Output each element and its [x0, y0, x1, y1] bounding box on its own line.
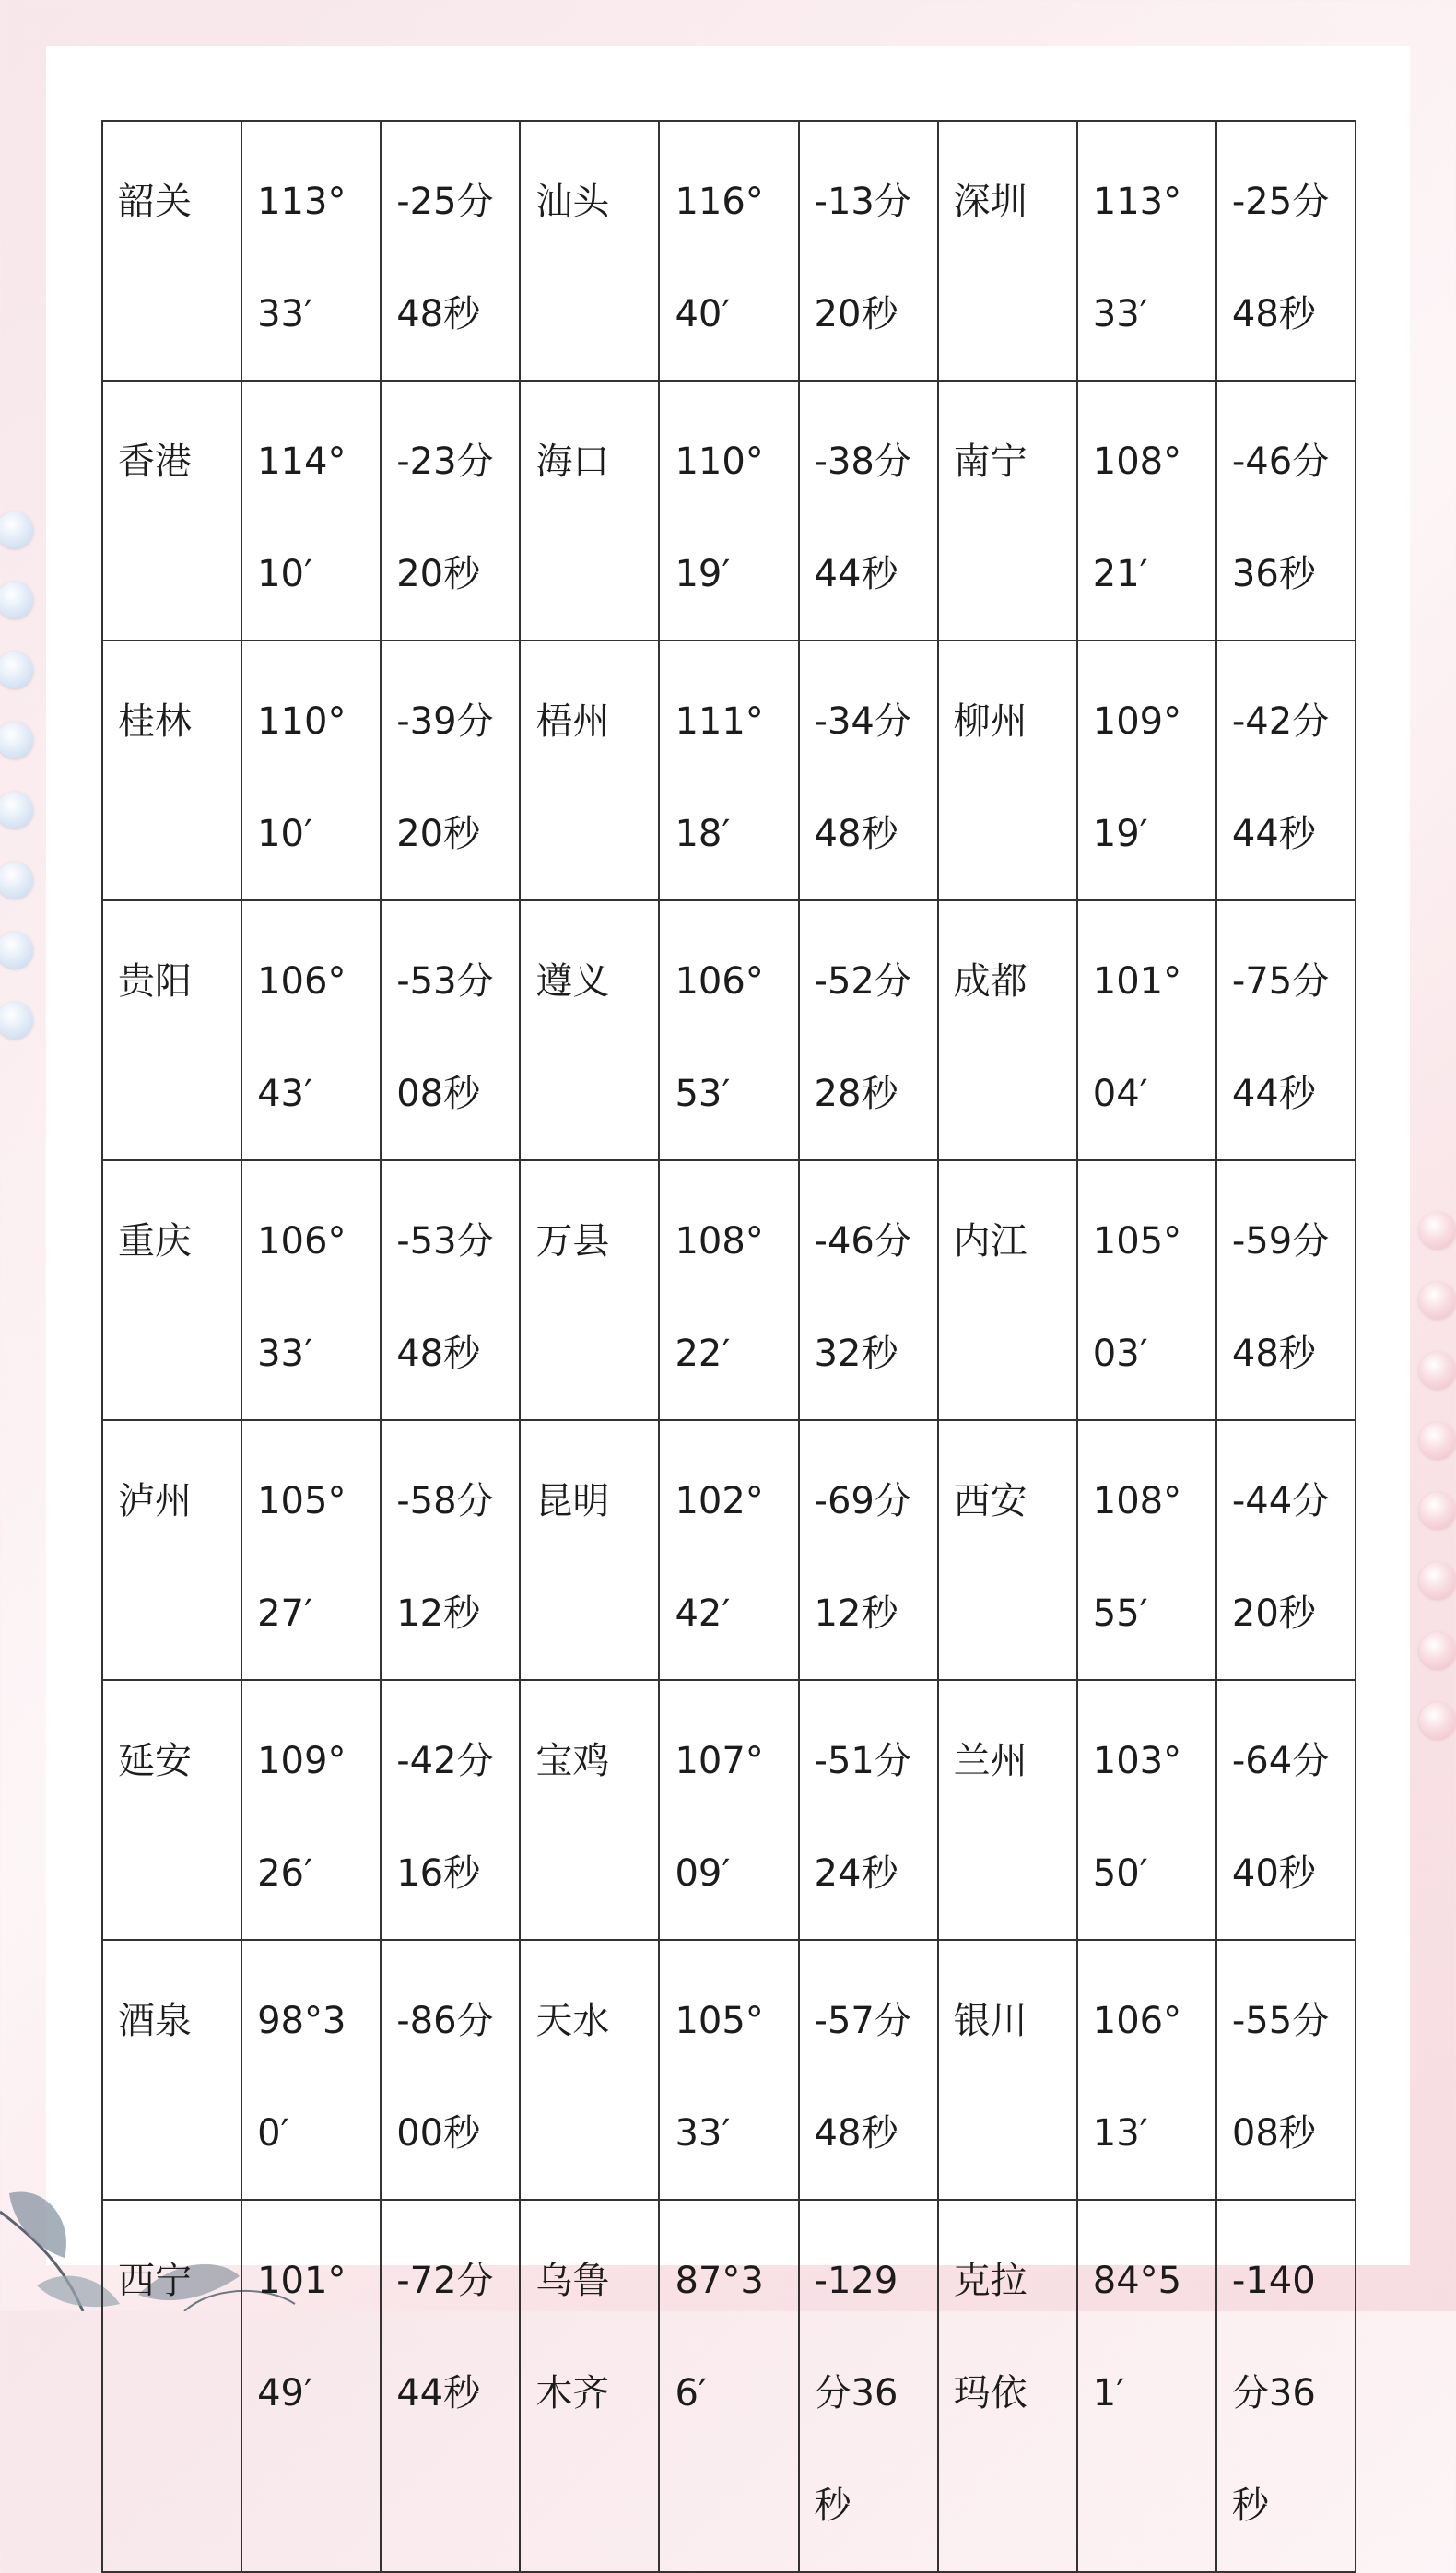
cell-longitude: 101°49′ [241, 2200, 381, 2572]
pearl-dot [1419, 1632, 1456, 1669]
cell-time-diff: -44分20秒 [1216, 1420, 1356, 1680]
cell-time-diff: -59分48秒 [1216, 1160, 1356, 1420]
cell-time-diff: -53分08秒 [381, 900, 520, 1160]
cell-city: 香港 [102, 381, 241, 640]
cell-city: 宝鸡 [520, 1680, 659, 1940]
cell-longitude: 110°19′ [659, 381, 798, 640]
cell-longitude: 109°19′ [1077, 640, 1216, 900]
cell-longitude: 107°09′ [659, 1680, 798, 1940]
cell-time-diff: -52分28秒 [799, 900, 938, 1160]
cell-time-diff: -42分44秒 [1216, 640, 1356, 900]
cell-longitude: 101°04′ [1077, 900, 1216, 1160]
table-row [102, 2200, 1356, 2572]
cell-longitude: 111°18′ [659, 640, 798, 900]
cell-city: 酒泉 [102, 1940, 241, 2200]
cell-longitude: 106°33′ [241, 1160, 381, 1420]
cell-longitude: 116°40′ [659, 121, 798, 381]
table-row [102, 900, 1356, 1160]
cell-longitude: 102°42′ [659, 1420, 798, 1680]
longitude-time-table [101, 120, 1356, 2573]
cell-time-diff: -25分48秒 [1216, 121, 1356, 381]
cell-time-diff: -13分20秒 [799, 121, 938, 381]
cell-city: 韶关 [102, 121, 241, 381]
cell-longitude: 105°27′ [241, 1420, 381, 1680]
cell-longitude: 106°43′ [241, 900, 381, 1160]
cell-city: 乌鲁木齐 [520, 2200, 659, 2572]
cell-longitude: 109°26′ [241, 1680, 381, 1940]
cell-time-diff: -129分36秒 [799, 2200, 938, 2572]
cell-longitude: 87°36′ [659, 2200, 798, 2572]
cell-city: 克拉玛依 [938, 2200, 1077, 2572]
cell-city: 万县 [520, 1160, 659, 1420]
cell-time-diff: -51分24秒 [799, 1680, 938, 1940]
cell-city: 海口 [520, 381, 659, 640]
table-body [102, 121, 1356, 2572]
cell-time-diff: -55分08秒 [1216, 1940, 1356, 2200]
table-row [102, 121, 1356, 381]
cell-longitude: 106°13′ [1077, 1940, 1216, 2200]
pearl-dot [1419, 1282, 1456, 1319]
cell-city: 遵义 [520, 900, 659, 1160]
cell-time-diff: -25分48秒 [381, 121, 520, 381]
cell-longitude: 98°30′ [241, 1940, 381, 2200]
cell-city: 天水 [520, 1940, 659, 2200]
cell-time-diff: -69分12秒 [799, 1420, 938, 1680]
cell-time-diff: -46分32秒 [799, 1160, 938, 1420]
cell-longitude: 84°51′ [1077, 2200, 1216, 2572]
cell-city: 贵阳 [102, 900, 241, 1160]
cell-time-diff: -38分44秒 [799, 381, 938, 640]
cell-city: 柳州 [938, 640, 1077, 900]
cell-time-diff: -39分20秒 [381, 640, 520, 900]
pearl-dot [1419, 1702, 1456, 1739]
pearl-dot [0, 1002, 33, 1039]
cell-city: 西宁 [102, 2200, 241, 2572]
cell-time-diff: -75分44秒 [1216, 900, 1356, 1160]
cell-longitude: 113°33′ [1077, 121, 1216, 381]
cell-city: 南宁 [938, 381, 1077, 640]
cell-time-diff: -58分12秒 [381, 1420, 520, 1680]
cell-time-diff: -53分48秒 [381, 1160, 520, 1420]
table-row [102, 640, 1356, 900]
pearl-dot [0, 792, 33, 828]
cell-longitude: 108°55′ [1077, 1420, 1216, 1680]
cell-time-diff: -42分16秒 [381, 1680, 520, 1940]
cell-longitude: 105°33′ [659, 1940, 798, 2200]
cell-longitude: 108°21′ [1077, 381, 1216, 640]
pearl-dot [0, 932, 33, 969]
cell-time-diff: -23分20秒 [381, 381, 520, 640]
pearl-dot [1419, 1212, 1456, 1249]
cell-longitude: 108°22′ [659, 1160, 798, 1420]
cell-city: 延安 [102, 1680, 241, 1940]
pearl-dot [0, 722, 33, 758]
table-row [102, 1420, 1356, 1680]
cell-longitude: 110°10′ [241, 640, 381, 900]
cell-city: 梧州 [520, 640, 659, 900]
cell-longitude: 114°10′ [241, 381, 381, 640]
pearl-dot [0, 862, 33, 899]
cell-time-diff: -46分36秒 [1216, 381, 1356, 640]
cell-longitude: 105°03′ [1077, 1160, 1216, 1420]
cell-city: 兰州 [938, 1680, 1077, 1940]
cell-city: 成都 [938, 900, 1077, 1160]
cell-longitude: 113°33′ [241, 121, 381, 381]
table-row [102, 381, 1356, 640]
table-row [102, 1940, 1356, 2200]
cell-longitude: 106°53′ [659, 900, 798, 1160]
cell-city: 深圳 [938, 121, 1077, 381]
cell-city: 银川 [938, 1940, 1077, 2200]
cell-time-diff: -64分40秒 [1216, 1680, 1356, 1940]
table-row [102, 1680, 1356, 1940]
pearl-dot [1419, 1422, 1456, 1459]
pearl-dot [1419, 1562, 1456, 1599]
pearl-dot [0, 511, 33, 548]
pearl-dot [1419, 1492, 1456, 1529]
pearl-dot [1419, 1352, 1456, 1389]
cell-city: 西安 [938, 1420, 1077, 1680]
cell-time-diff: -72分44秒 [381, 2200, 520, 2572]
cell-time-diff: -86分00秒 [381, 1940, 520, 2200]
cell-city: 泸州 [102, 1420, 241, 1680]
cell-city: 昆明 [520, 1420, 659, 1680]
cell-city: 重庆 [102, 1160, 241, 1420]
cell-longitude: 103°50′ [1077, 1680, 1216, 1940]
cell-time-diff: -57分48秒 [799, 1940, 938, 2200]
pearl-dot [0, 582, 33, 618]
cell-city: 汕头 [520, 121, 659, 381]
cell-city: 内江 [938, 1160, 1077, 1420]
table-row [102, 1160, 1356, 1420]
pearl-dot [0, 652, 33, 688]
cell-city: 桂林 [102, 640, 241, 900]
cell-time-diff: -140分36秒 [1216, 2200, 1356, 2572]
cell-time-diff: -34分48秒 [799, 640, 938, 900]
